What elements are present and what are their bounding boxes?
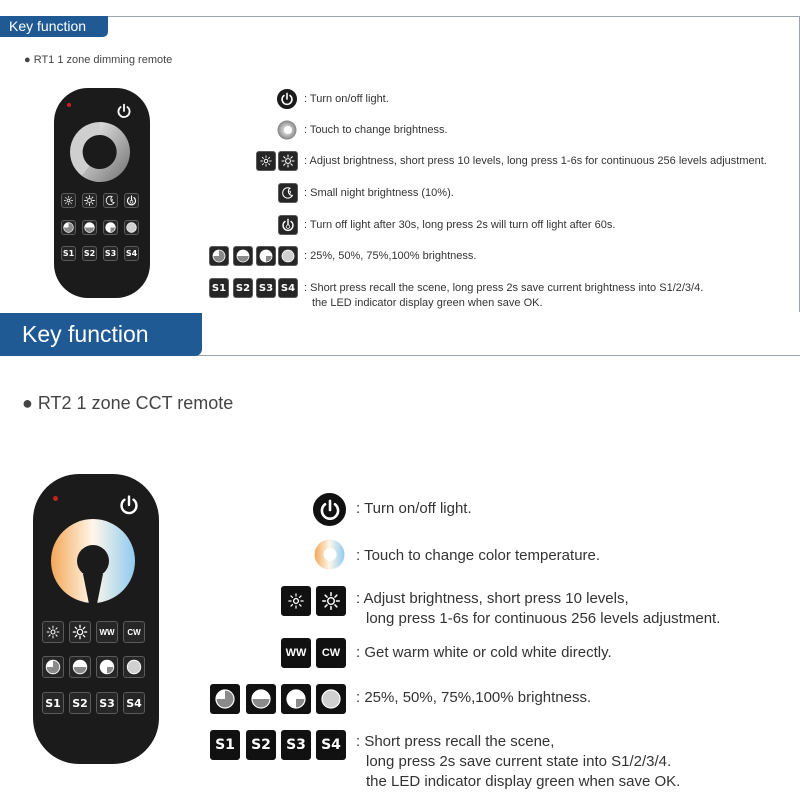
power-icon[interactable] (117, 493, 141, 517)
desc-scene: : Short press recall the scene, (356, 733, 555, 750)
section1-title: Key function (0, 16, 108, 37)
desc-scene: : Short press recall the scene, long press 2s save current brightness into S1/2/3/4. (304, 282, 704, 294)
brightness-wheel-icon[interactable] (68, 120, 132, 184)
sun-dim-icon[interactable] (42, 621, 64, 643)
quarter-25-icon[interactable] (42, 656, 64, 678)
section1-subtitle: ● RT1 1 zone dimming remote (24, 54, 173, 66)
power-timer-icon[interactable] (124, 193, 139, 208)
scene-s1-button[interactable]: S1 (42, 692, 64, 714)
desc-touch-brightness: : Touch to change brightness. (304, 124, 448, 136)
scene-s3-button[interactable]: S3 (96, 692, 118, 714)
three-quarter-75-icon (281, 684, 311, 714)
sun-dim-icon (256, 151, 276, 171)
desc-adjust-brightness: : Adjust brightness, short press 10 levels, (356, 590, 629, 607)
scene-s1-key: S1 (209, 278, 229, 298)
scene-s2-button[interactable]: S2 (82, 246, 97, 261)
cct-wheel-icon (313, 538, 346, 571)
sun-bright-icon[interactable] (82, 193, 97, 208)
full-100-icon (316, 684, 346, 714)
power-icon (313, 493, 346, 526)
desc-scene-save: long press 2s save current state into S1/2/3/4. (366, 753, 672, 770)
desc-levels: : 25%, 50%, 75%,100% brightness. (304, 250, 477, 262)
desc-power: : Turn on/off light. (304, 93, 389, 105)
sun-dim-icon[interactable] (61, 193, 76, 208)
full-100-icon[interactable] (123, 656, 145, 678)
cold-white-key: CW (316, 638, 346, 668)
sun-dim-icon (281, 586, 311, 616)
desc-scene-led: the LED indicator display green when save OK. (312, 297, 543, 309)
desc-color-temp: : Touch to change color temperature. (356, 547, 601, 564)
brightness-wheel-icon (277, 120, 297, 140)
desc-levels: : 25%, 50%, 75%,100% brightness. (356, 689, 592, 706)
desc-adjust-brightness-cont: long press 1-6s for continuous 256 levels adjustment. (366, 610, 721, 627)
scene-s1-key: S1 (210, 730, 240, 760)
scene-s3-button[interactable]: S3 (103, 246, 118, 261)
moon-icon[interactable] (103, 193, 118, 208)
power-timer-icon (278, 215, 298, 235)
rt1-remote (54, 88, 150, 298)
scene-s2-key: S2 (246, 730, 276, 760)
scene-s2-key: S2 (233, 278, 253, 298)
power-icon (277, 89, 297, 109)
scene-s2-button[interactable]: S2 (69, 692, 91, 714)
scene-s3-key: S3 (256, 278, 276, 298)
moon-icon (278, 183, 298, 203)
desc-scene-led: the LED indicator display green when save OK. (366, 773, 681, 790)
quarter-25-icon[interactable] (61, 220, 76, 235)
scene-s4-button[interactable]: S4 (123, 692, 145, 714)
desc-night: : Small night brightness (10%). (304, 187, 454, 199)
desc-adjust-brightness: : Adjust brightness, short press 10 levels, long press 1-6s for continuous 256 levels adjustment. (304, 155, 767, 167)
half-50-icon[interactable] (82, 220, 97, 235)
scene-s4-key: S4 (278, 278, 298, 298)
warm-white-button[interactable]: WW (96, 621, 118, 643)
rt2-remote (33, 474, 159, 764)
cct-wheel-icon[interactable] (49, 516, 137, 606)
half-50-icon (233, 246, 253, 266)
full-100-icon (278, 246, 298, 266)
scene-s3-key: S3 (281, 730, 311, 760)
three-quarter-75-icon[interactable] (103, 220, 118, 235)
sun-bright-icon (316, 586, 346, 616)
section2-subtitle: ● RT2 1 zone CCT remote (22, 393, 234, 413)
scene-s1-button[interactable]: S1 (61, 246, 76, 261)
desc-timer-off: : Turn off light after 30s, long press 2s will turn off light after 60s. (304, 219, 616, 231)
sun-bright-icon (278, 151, 298, 171)
quarter-25-icon (210, 684, 240, 714)
desc-ww-cw: : Get warm white or cold white directly. (356, 644, 612, 661)
desc-power: : Turn on/off light. (356, 500, 472, 517)
three-quarter-75-icon[interactable] (96, 656, 118, 678)
half-50-icon[interactable] (69, 656, 91, 678)
full-100-icon[interactable] (124, 220, 139, 235)
led-indicator (53, 496, 58, 501)
scene-s4-key: S4 (316, 730, 346, 760)
half-50-icon (246, 684, 276, 714)
three-quarter-75-icon (256, 246, 276, 266)
cold-white-button[interactable]: CW (123, 621, 145, 643)
section2-title: Key function (0, 313, 202, 356)
power-icon[interactable] (115, 102, 133, 120)
led-indicator (67, 103, 71, 107)
sun-bright-icon[interactable] (69, 621, 91, 643)
quarter-25-icon (209, 246, 229, 266)
scene-s4-button[interactable]: S4 (124, 246, 139, 261)
warm-white-key: WW (281, 638, 311, 668)
